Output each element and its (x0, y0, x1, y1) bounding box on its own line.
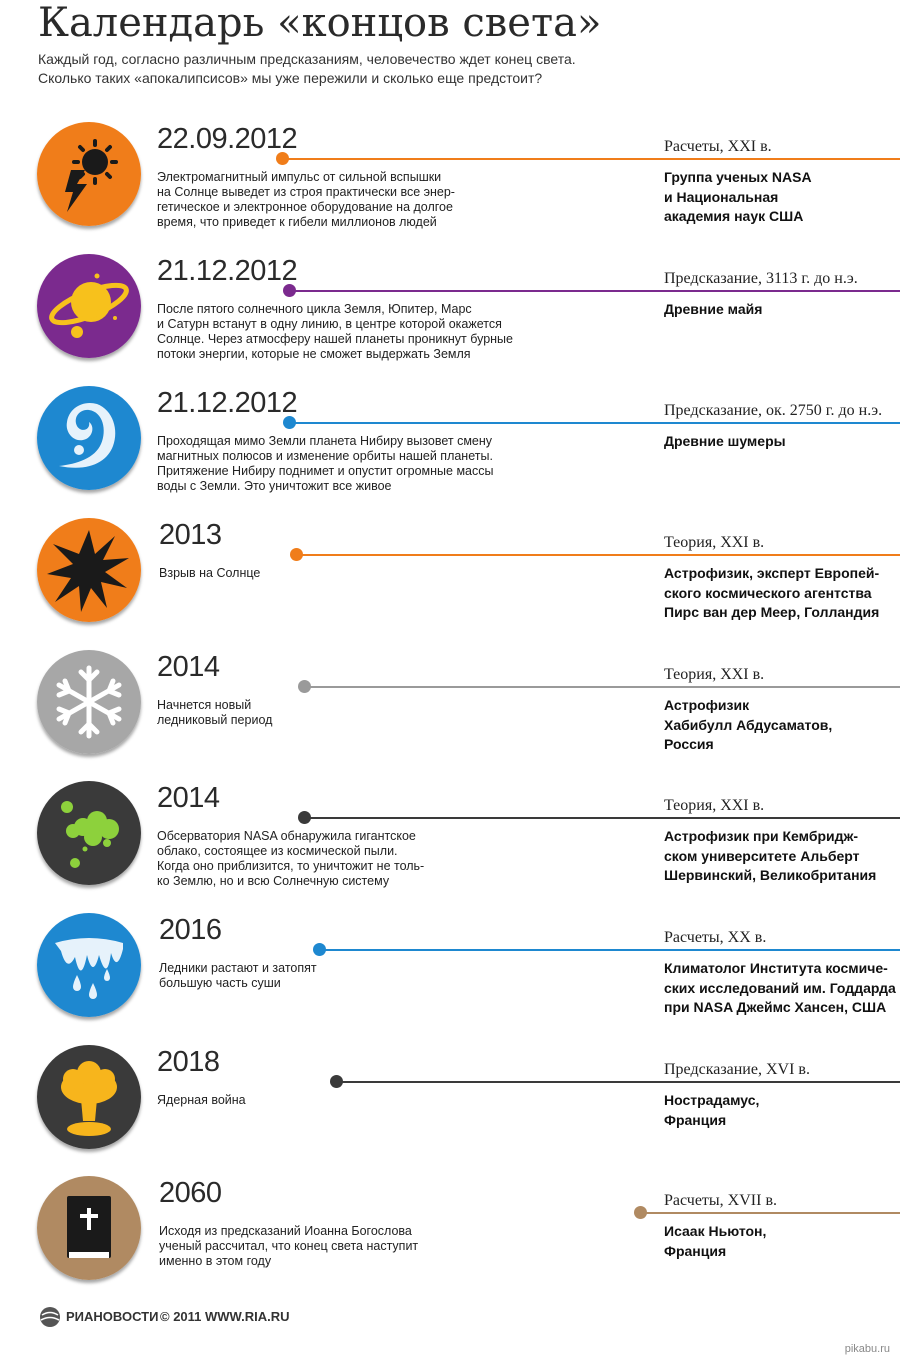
watermark: pikabu.ru (844, 1343, 890, 1355)
entry-source-line: Астрофизик при Кембридж- (664, 828, 859, 844)
snowflake-icon (37, 650, 141, 754)
entry-description (157, 1093, 557, 1108)
entry-kind: Теория, XXI в. (664, 534, 765, 551)
entry-description-line: Ледники растают и затопят (159, 961, 317, 975)
entry-description (159, 961, 559, 991)
entry-description-line: потоки энергии, которые не сможет выдержать Земля (157, 347, 471, 361)
timeline-line (289, 290, 900, 292)
timeline-entry (0, 1176, 900, 1308)
timeline-entry (0, 518, 900, 650)
entry-kind: Теория, XXI в. (664, 797, 765, 814)
footer-brand: РИАНОВОСТИ (66, 1309, 159, 1324)
entry-source (664, 1222, 766, 1261)
entry-date: 21.12.2012 (157, 387, 298, 419)
entry-kind: Расчеты, XX в. (664, 929, 767, 946)
entry-source (664, 1091, 759, 1130)
entry-source-line: Франция (664, 1111, 727, 1128)
entry-source-line: Астрофизик, эксперт Европей- (664, 565, 880, 581)
entry-source (664, 432, 786, 452)
entry-source-line: ском университете Альберт (664, 847, 860, 864)
entry-source-line: Пирс ван дер Меер, Голландия (664, 604, 880, 620)
entry-source-line: Исаак Ньютон, (664, 1223, 767, 1239)
entry-description-line: воды с Земли. Это уничтожит все живое (157, 479, 392, 493)
entry-source-line: Нострадамус, (664, 1092, 760, 1108)
entry-description-line: Когда оно приблизится, то уничтожит не толь- (157, 859, 425, 873)
entry-source-line: Шервинский, Великобритания (664, 867, 877, 883)
timeline-entry (0, 254, 900, 386)
entry-source (664, 959, 896, 1018)
entry-source-line: академия наук США (664, 208, 804, 224)
entry-kind: Расчеты, XXI в. (664, 138, 772, 155)
timeline-entry (0, 650, 900, 782)
timeline-line (336, 1081, 900, 1083)
timeline-dot (290, 548, 303, 561)
explosion-icon (37, 518, 141, 622)
entry-description (159, 566, 559, 581)
entry-source-line: Группа ученых NASA (664, 169, 812, 185)
timeline-line (319, 949, 900, 951)
entry-date: 2018 (157, 1046, 220, 1078)
entry-source-line: Древние майя (664, 301, 763, 317)
page-title: Календарь «концов света» (38, 0, 602, 46)
entry-kind: Предсказание, ок. 2750 г. до н.э. (664, 402, 883, 419)
intro-line: Сколько таких «апокалипсисов» мы уже пережили и сколько еще предстоит? (38, 70, 543, 86)
entry-source-line: Россия (664, 736, 714, 752)
entry-description (157, 698, 557, 728)
sun-lightning-icon (37, 122, 141, 226)
entry-date: 2060 (159, 1177, 222, 1209)
entry-source (664, 168, 812, 227)
planet-icon (37, 254, 141, 358)
entry-date: 21.12.2012 (157, 255, 298, 287)
entry-date: 2013 (159, 519, 222, 551)
entry-description-line: Обсерватория NASA обнаружила гигантское (157, 829, 416, 843)
timeline-dot (330, 1075, 343, 1088)
entry-description-line: Электромагнитный импульс от сильной вспышки (157, 170, 442, 184)
entry-description-line: Исходя из предсказаний Иоанна Богослова (159, 1224, 412, 1238)
timeline-dot (298, 811, 311, 824)
entry-kind: Предсказание, XVI в. (664, 1061, 810, 1078)
entry-source-line: Древние шумеры (664, 433, 786, 449)
entry-source-line: при NASA Джеймс Хансен, США (664, 999, 887, 1015)
entry-description-line: Ядерная война (157, 1093, 246, 1107)
entry-source (664, 696, 832, 755)
entry-description (157, 170, 557, 230)
entry-date: 2016 (159, 914, 222, 946)
timeline-entry (0, 386, 900, 518)
timeline-entry (0, 1045, 900, 1177)
entry-source-line: ского космического агентства (664, 584, 872, 601)
melting-ice-icon (37, 913, 141, 1017)
wave-icon (37, 386, 141, 490)
nuclear-mushroom-icon (37, 1045, 141, 1149)
entry-description (157, 434, 557, 494)
entry-description-line: Взрыв на Солнце (159, 566, 261, 580)
entry-description-line: время, что приведет к гибели миллионов людей (157, 215, 437, 229)
timeline-dot (634, 1206, 647, 1219)
timeline-line (304, 817, 900, 819)
entry-date: 2014 (157, 651, 220, 683)
footer-copyright: © 2011 WWW.RIA.RU (160, 1309, 290, 1324)
entry-kind: Теория, XXI в. (664, 666, 765, 683)
timeline-line (289, 422, 900, 424)
entry-description-line: гетическое и электронное оборудование на долгое (157, 200, 453, 214)
entry-source-line: и Национальная (664, 188, 779, 205)
timeline-line (296, 554, 900, 556)
entry-source (664, 300, 762, 320)
entry-description-line: ко Землю, но и всю Солнечную систему (157, 874, 390, 888)
entry-kind: Предсказание, 3113 г. до н.э. (664, 270, 858, 287)
entry-source-line: Астрофизик (664, 697, 750, 713)
entry-description-line: именно в этом году (159, 1254, 272, 1268)
dust-cloud-icon (37, 781, 141, 885)
entry-description-line: и Сатурн встанут в одну линию, в центре которой окажется (157, 317, 502, 331)
timeline-entry (0, 122, 900, 254)
entry-kind: Расчеты, XVII в. (664, 1192, 777, 1209)
timeline-line (282, 158, 900, 160)
entry-description-line: Проходящая мимо Земли планета Нибиру вызовет смену (157, 434, 493, 448)
entry-description-line: Притяжение Нибиру поднимет и опустит огромные массы (157, 464, 494, 478)
entry-description-line: облако, состоящее из космической пыли. (157, 844, 398, 858)
ria-globe-icon (38, 1306, 62, 1328)
entry-description-line: на Солнце выведет из строя практически все энер- (157, 185, 455, 199)
entry-source-line: Хабибулл Абдусаматов, (664, 716, 833, 733)
entry-description (159, 1224, 559, 1269)
entry-source (664, 564, 879, 623)
entry-source (664, 827, 876, 886)
entry-description-line: ледниковый период (157, 713, 273, 727)
entry-date: 22.09.2012 (157, 123, 298, 155)
timeline-dot (298, 680, 311, 693)
entry-description-line: магнитных полюсов и изменение орбиты нашей планеты. (157, 449, 493, 463)
entry-date: 2014 (157, 782, 220, 814)
entry-description-line: Солнце. Через атмосферу нашей планеты проникнут бурные (157, 332, 513, 346)
entry-description-line: После пятого солнечного цикла Земля, Юпитер, Марс (157, 302, 472, 316)
timeline-line (304, 686, 900, 688)
timeline-line (640, 1212, 900, 1214)
entry-source-line: Франция (664, 1242, 727, 1259)
intro-text (38, 50, 658, 88)
bible-icon (37, 1176, 141, 1280)
intro-line: Каждый год, согласно различным предсказаниям, человечество ждет конец света. (38, 51, 576, 67)
entry-description (157, 302, 557, 362)
timeline-entry (0, 781, 900, 913)
entry-description-line: ученый рассчитал, что конец света наступит (159, 1239, 419, 1253)
entry-description-line: большую часть суши (159, 976, 281, 990)
entry-source-line: ских исследований им. Годдарда (664, 979, 896, 996)
timeline-dot (313, 943, 326, 956)
entry-source-line: Климатолог Института космиче- (664, 960, 888, 976)
entry-description (157, 829, 557, 889)
timeline-entry (0, 913, 900, 1045)
entry-description-line: Начнется новый (157, 698, 252, 712)
